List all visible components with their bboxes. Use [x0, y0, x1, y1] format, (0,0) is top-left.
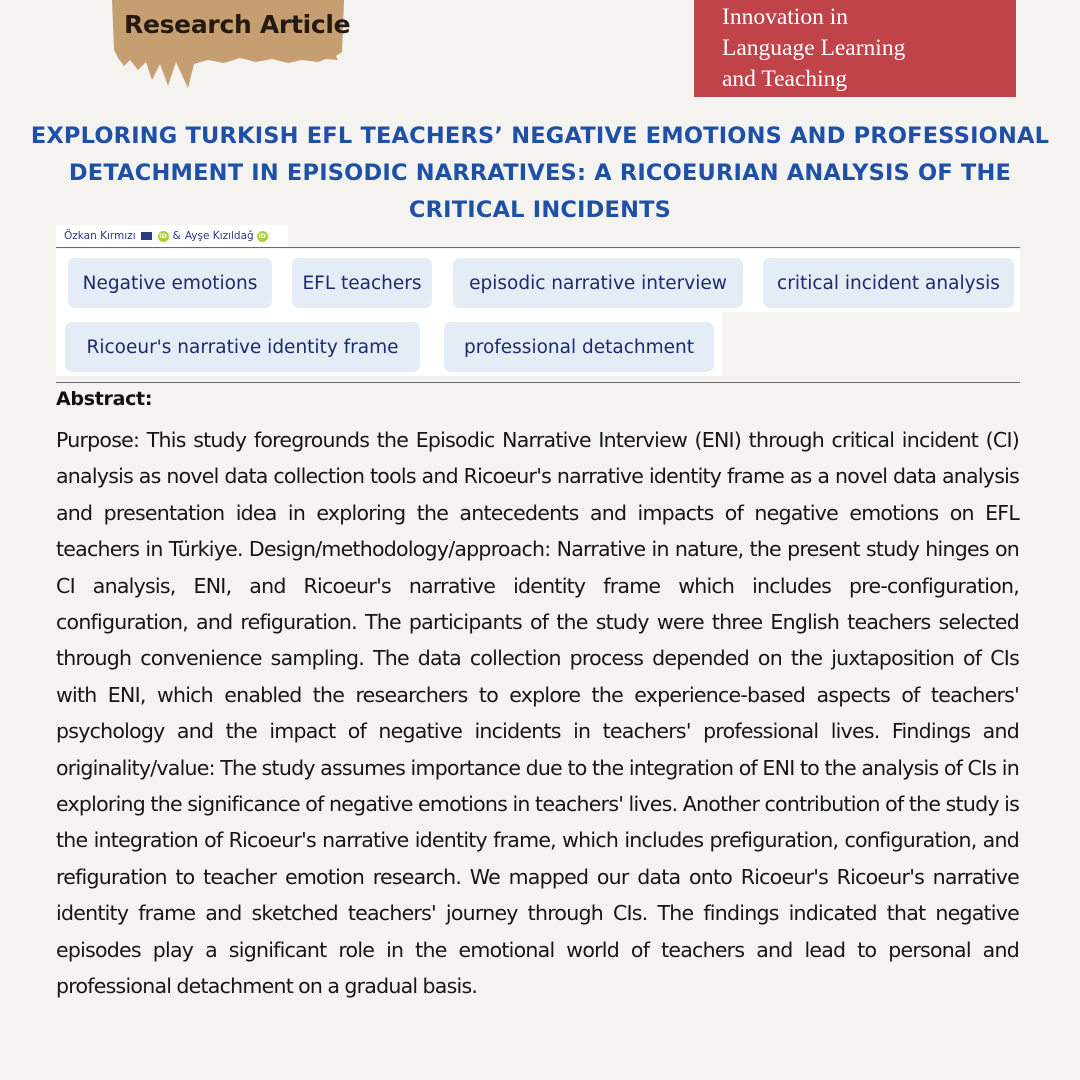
journal-name-box: [694, 0, 1016, 97]
article-title: EXPLORING TURKISH EFL TEACHERS’ NEGATIVE EMOTIONS AND PROFESSIONAL DETACHMENT IN EPISODIC NARRATIVES: A RICOEURIAN ANALYSIS OF THE CRITICAL INCIDENTS: [30, 123, 1050, 223]
abstract-heading: Abstract:: [56, 388, 153, 410]
keyword-chip[interactable]: episodic narrative interview: [453, 258, 743, 308]
abstract-text: Purpose: This study foregrounds the Episodic Narrative Interview (ENI) through critical incident (CI) analysis as novel data collection tools and Ricoeur's narrative identity frame as a novel data analysis and presentation idea in exploring the antecedents and impacts of negative emotions on EFL teachers in Türkiye. Design/methodology/approach: Narrative in nature, the present study hinges on CI analysis, ENI, and Ricoeur's narrative identity frame which includes pre-configuration, configuration, and refiguration. The participants of the study were three English teachers selected through convenience sampling. The data collection process depended on the juxtaposition of CIs with ENI, which enabled the researchers to explore the experience-based aspects of teachers' psychology and the impact of negative incidents in teachers' professional lives. Findings and originality/value: The study assumes importance due to the integration of ENI to the analysis of CIs in exploring the significance of negative emotions in teachers' lives. Another contribution of the study is the integration of Ricoeur's narrative identity frame, which includes prefiguration, configuration, and refiguration to teacher emotion research. We mapped our data onto Ricoeur's Ricoeur's narrative identity frame and sketched teachers' journey through CIs. The findings indicated that negative episodes play a significant role in the emotional world of teachers and lead to personal and professional detachment on a gradual basis.: [56, 428, 1019, 999]
authors-strip: [56, 225, 288, 247]
article-type-text: Research Article: [124, 10, 351, 39]
orcid-icon[interactable]: iD: [159, 231, 167, 240]
divider: [56, 247, 1020, 248]
article-type-label: [112, 0, 351, 88]
keyword-chip[interactable]: professional detachment: [444, 322, 714, 372]
orcid-icon[interactable]: iD: [258, 231, 266, 240]
keywords-panel: [56, 249, 1020, 312]
journal-name-line: Language Learning: [722, 35, 906, 61]
keyword-chip[interactable]: critical incident analysis: [763, 258, 1014, 308]
divider: [56, 382, 1020, 383]
mail-icon[interactable]: [141, 232, 152, 240]
journal-name-line: Innovation in: [722, 4, 848, 30]
author-name[interactable]: Ayşe Kızıldağ: [184, 230, 254, 242]
keyword-chip[interactable]: Ricoeur's narrative identity frame: [65, 322, 420, 372]
journal-name-line: and Teaching: [722, 66, 848, 92]
keyword-chip[interactable]: Negative emotions: [68, 258, 272, 308]
author-name[interactable]: Özkan Kırmızı: [64, 230, 136, 242]
keyword-chip[interactable]: EFL teachers: [292, 258, 432, 308]
keywords-panel: [56, 312, 722, 376]
author-separator: &: [172, 230, 181, 242]
